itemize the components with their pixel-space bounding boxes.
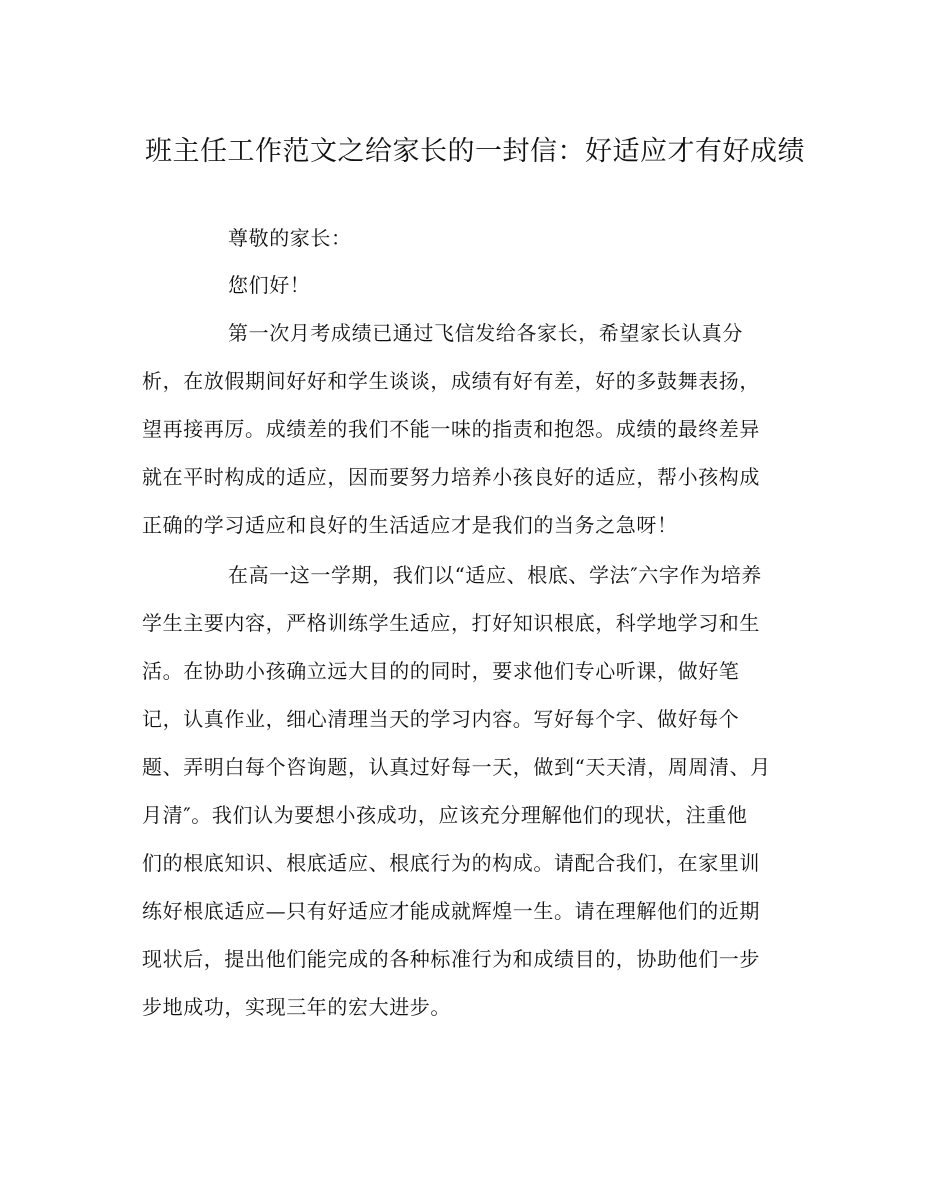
paragraph2-line: 们的根底知识、根底适应、根底行为的构成。请配合我们，在家里训 bbox=[142, 851, 760, 875]
paragraph2-line: 活。在协助小孩确立远大目的的同时，要求他们专心听课，做好笔 bbox=[142, 659, 740, 683]
paragraph1-line: 就在平时构成的适应，因而要努力培养小孩良好的适应，帮小孩构成 bbox=[142, 465, 760, 489]
document-title: 班主任工作范文之给家长的一封信：好适应才有好成绩 bbox=[145, 136, 805, 167]
greeting-line: 尊敬的家长： bbox=[228, 226, 352, 250]
hello-line: 您们好！ bbox=[228, 273, 311, 297]
paragraph2-line: 现状后，提出他们能完成的各种标准行为和成绩目的，协助他们一步 bbox=[142, 947, 760, 971]
paragraph1-line: 望再接再厉。成绩差的我们不能一味的指责和抱怨。成绩的最终差异 bbox=[142, 417, 760, 441]
paragraph2-line: 在高一这一学期，我们以“适应、根底、学法″六字作为培养 bbox=[228, 563, 762, 587]
paragraph2-line: 练好根底适应—只有好适应才能成就辉煌一生。请在理解他们的近期 bbox=[142, 899, 760, 923]
paragraph1-line: 正确的学习适应和良好的生活适应才是我们的当务之急呀！ bbox=[142, 513, 678, 537]
paragraph1-line: 析，在放假期间好好和学生谈谈，成绩有好有差，好的多鼓舞表扬， bbox=[142, 369, 760, 393]
paragraph2-line: 学生主要内容，严格训练学生适应，打好知识根底，科学地学习和生 bbox=[142, 611, 760, 635]
paragraph1-line: 第一次月考成绩已通过飞信发给各家长，希望家长认真分 bbox=[228, 321, 743, 345]
paragraph2-line: 题、弄明白每个咨询题，认真过好每一天，做到“天天清，周周清、月 bbox=[142, 755, 771, 779]
paragraph2-line: 月清″。我们认为要想小孩成功，应该充分理解他们的现状，注重他 bbox=[142, 803, 748, 827]
paragraph2-line: 记，认真作业，细心清理当天的学习内容。写好每个字、做好每个 bbox=[142, 707, 740, 731]
paragraph2-line: 步地成功，实现三年的宏大进步。 bbox=[142, 995, 451, 1019]
